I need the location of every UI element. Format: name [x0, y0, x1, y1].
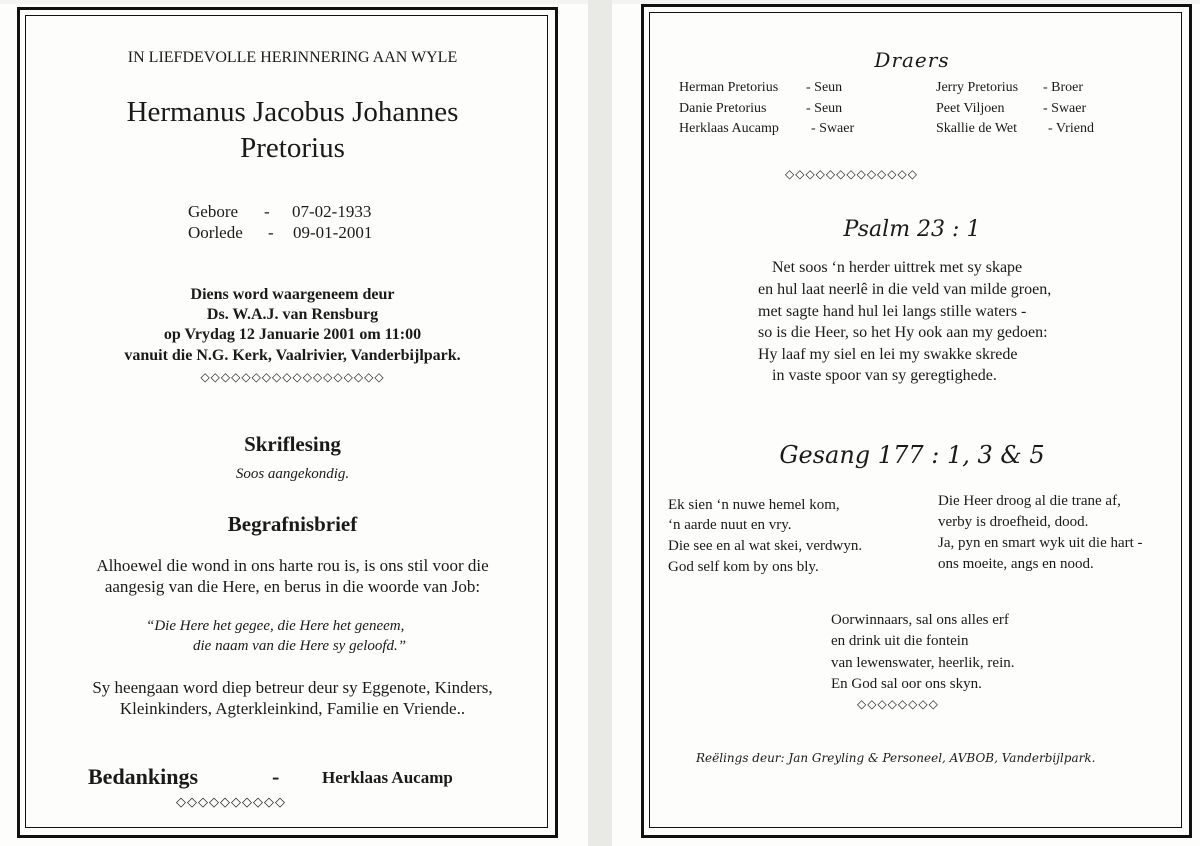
scripture-note: Soos aangekondig. [235, 466, 350, 482]
bearer-name: Jerry Pretorius [936, 80, 1019, 95]
hymn-line: Oorwinnaars, sal ons alles erf [831, 612, 1009, 628]
bible-quote-line1: “Die Here het gegee, die Here het geneem, [146, 618, 405, 634]
funeral-arrangements-credit: Reëlings deur: Jan Greyling & Personeel, AVBOB, Vanderbijlpark. [696, 751, 1096, 765]
diamond-divider: ◇◇◇◇◇◇◇◇◇◇◇◇◇ [785, 167, 918, 181]
memorial-header: IN LIEFDEVOLLE HERINNERING AAN WYLE [127, 49, 458, 66]
hymn-line: Ja, pyn en smart wyk uit die hart - [938, 535, 1143, 551]
hymn-line: Ek sien ‘n nuwe hemel kom, [668, 497, 840, 513]
psalm-line: Net soos ‘n herder uittrek met sy skape [772, 259, 1023, 276]
service-line: Diens word waargeneem deur [190, 286, 395, 303]
born-dash: - [264, 202, 270, 221]
diamond-divider: ◇◇◇◇◇◇◇◇ [857, 697, 939, 711]
died-label: Oorlede [188, 223, 243, 242]
letter-line: aangesig van die Here, en berus in die woorde van Job: [104, 577, 481, 596]
hymn-heading: Gesang 177 : 1, 3 & 5 [779, 441, 1045, 469]
thanks-dash: - [272, 764, 280, 789]
thanks-name: Herklaas Aucamp [322, 768, 453, 787]
bearer-name: Herman Pretorius [679, 80, 779, 95]
hymn-line: ‘n aarde nuut en vry. [668, 517, 792, 533]
hymn-line: God self kom by ons bly. [668, 559, 819, 575]
diamond-divider: ◇◇◇◇◇◇◇◇◇◇◇◇◇◇◇◇◇◇ [200, 370, 385, 384]
left-page [0, 4, 588, 846]
born-date: 07-02-1933 [292, 202, 372, 221]
service-line: Ds. W.A.J. van Rensburg [206, 306, 379, 323]
bible-quote-line2: die naam van die Here sy geloofd.” [193, 638, 407, 654]
bearer-name: Peet Viljoen [936, 101, 1005, 116]
psalm-line: in vaste spoor van sy geregtighede. [772, 367, 997, 384]
psalm-heading: Psalm 23 : 1 [843, 217, 981, 242]
diamond-divider: ◇◇◇◇◇◇◇◇◇◇ [176, 795, 286, 810]
bearer-name: Skallie de Wet [936, 121, 1018, 136]
bearer-relation: - Broer [1043, 80, 1084, 95]
bearer-relation: - Swaer [811, 121, 855, 136]
bearers-heading: Draers [874, 48, 950, 72]
hymn-line: van lewenswater, heerlik, rein. [831, 655, 1015, 671]
bearer-relation: - Seun [806, 80, 843, 95]
page-gutter [588, 0, 612, 846]
died-date: 09-01-2001 [293, 223, 373, 242]
psalm-line: met sagte hand hul lei langs stille waters - [758, 303, 1027, 320]
hymn-line: verby is droefheid, dood. [938, 514, 1089, 530]
bearer-relation: - Seun [806, 101, 843, 116]
bearer-relation: - Swaer [1043, 101, 1087, 116]
hymn-line: Die Heer droog al die trane af, [938, 493, 1121, 509]
service-line: vanuit die N.G. Kerk, Vaalrivier, Vanderbijlpark. [124, 347, 461, 364]
psalm-line: Hy laaf my siel en lei my swakke skrede [758, 346, 1018, 363]
died-dash: - [268, 223, 274, 242]
mourners-line2: Kleinkinders, Agterkleinkind, Familie en Vriende.. [119, 699, 466, 718]
service-line: op Vrydag 12 Januarie 2001 om 11:00 [163, 326, 422, 343]
right-page [612, 4, 1200, 846]
psalm-line: en hul laat neerlê in die veld van milde groen, [758, 281, 1052, 298]
scripture-heading: Skriflesing [244, 432, 341, 456]
letter-heading: Begrafnisbrief [227, 512, 358, 536]
letter-line: Alhoewel die wond in ons harte rou is, is ons stil voor die [96, 556, 489, 575]
bearer-name: Danie Pretorius [679, 101, 767, 116]
hymn-line: en drink uit die fontein [831, 633, 969, 649]
born-label: Gebore [188, 202, 239, 221]
mourners-line1: Sy heengaan word diep betreur deur sy Eggenote, Kinders, [92, 678, 493, 697]
psalm-line: so is die Heer, so het Hy ook aan my gedoen: [758, 324, 1048, 341]
bearer-name: Herklaas Aucamp [679, 121, 779, 136]
bearer-relation: - Vriend [1048, 121, 1094, 136]
hymn-line: Die see en al wat skei, verdwyn. [668, 538, 863, 554]
hymn-line: ons moeite, angs en nood. [938, 556, 1094, 572]
deceased-name-line2: Pretorius [240, 132, 345, 164]
deceased-name-line1: Hermanus Jacobus Johannes [126, 96, 459, 128]
hymn-line: En God sal oor ons skyn. [831, 676, 982, 692]
thanks-label: Bedankings [88, 764, 199, 789]
